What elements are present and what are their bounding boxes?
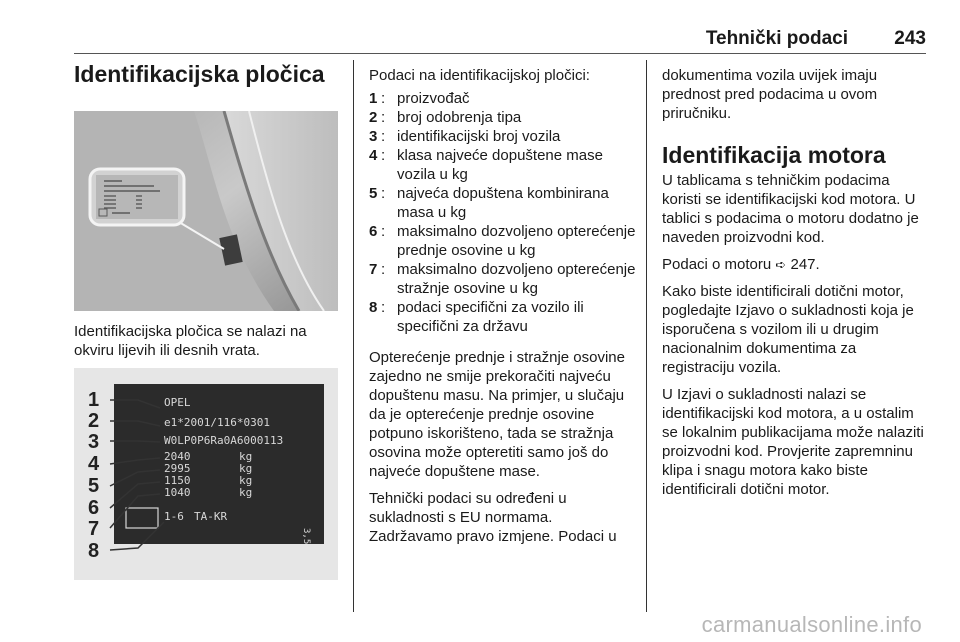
column-divider: [353, 60, 354, 612]
column-divider: [646, 60, 647, 612]
legend-item: 1 : proizvođač: [369, 90, 470, 107]
plate-unit: kg: [239, 474, 253, 487]
legend-item: 3 : identifikacijski broj vozila: [369, 128, 561, 145]
plate-line-1: OPEL: [164, 396, 191, 409]
page-reference-icon: ➪: [775, 257, 787, 272]
plate-line-5: 2995: [164, 462, 191, 475]
door-frame-photo: [74, 111, 338, 311]
plate-unit: kg: [239, 450, 253, 463]
door-frame-illustration: [74, 111, 338, 311]
callout-8: 8: [88, 540, 100, 562]
id-plate-illustration: [74, 368, 338, 580]
engine-data-reference: Podaci o motoru ➪ 247.: [662, 256, 820, 273]
section-heading: Identifikacijska pločica: [74, 61, 325, 87]
legend-item: 5 : najveća dopuštena kombinirana masa u kg: [369, 185, 609, 221]
legend-intro: Podaci na identifikacijskoj pločici:: [369, 67, 590, 84]
plate-line-8b: TA-KR: [194, 510, 228, 523]
callout-5: 5: [88, 475, 100, 497]
axle-load-paragraph: Opterećenje prednje i stražnje osovine zajedno ne smije prekoračiti najveću dopuštenu masu. Na primjer, u slučaju da je opterećenje prednje osovine potpuno iskorišteno, tada se stražnja osovina može opteretiti samo još do najveće dopuštene mase.: [369, 349, 625, 480]
header-rule: [74, 53, 926, 54]
page-number: 243: [894, 28, 926, 49]
plate-line-4: 2040: [164, 450, 191, 463]
column-2: [369, 66, 637, 554]
page-reference-link[interactable]: 247.: [790, 256, 820, 273]
eu-norms-paragraph: Tehnički podaci su određeni u sukladnosti s EU normama. Zadržavamo pravo izmjene. Podaci u: [369, 490, 617, 545]
continued-paragraph: dokumentima vozila uvijek imaju prednost pred podacima u ovom priručniku.: [662, 67, 878, 122]
column-3: [662, 66, 930, 507]
callout-4: 4: [88, 453, 100, 475]
plate-unit: kg: [239, 486, 253, 499]
callout-2: 2: [88, 410, 100, 432]
engine-id-heading: Identifikacija motora: [662, 142, 886, 168]
plate-line-6: 1150: [164, 474, 191, 487]
legend-item: 6 : maksimalno dozvoljeno opterećenje prednje osovine u kg: [369, 223, 636, 259]
engine-id-paragraph-4: U Izjavi o sukladnosti nalazi se identifikacijski kod motora, a u ostalim se lokalnim publikacijama može nalaziti proizvodni kod. Provjerite zapremninu klipa i snagu motora kako biste identificirali dotični motor.: [662, 386, 924, 498]
legend-list: [369, 89, 637, 336]
plate-side-mark: 3,5: [301, 528, 311, 545]
photo-caption: Identifikacijska pločica se nalazi na okviru lijevih ili desnih vrata.: [74, 323, 307, 359]
legend-item: 2 : broj odobrenja tipa: [369, 109, 522, 126]
column-1: [74, 60, 342, 88]
legend-item: 8 : podaci specifični za vozilo ili specifični za državu: [369, 299, 584, 335]
plate-line-2: e1*2001/116*0301: [164, 416, 270, 429]
engine-id-paragraph-3: Kako biste identificirali dotični motor, pogledajte Izjavo o sukladnosti koja je isporučena s vozilom ili u drugim nacionalnim dokumentima za registraciju vozila.: [662, 283, 914, 376]
plate-line-7: 1040: [164, 486, 191, 499]
id-plate-photo: [74, 368, 338, 580]
legend-item: 7 : maksimalno dozvoljeno opterećenje stražnje osovine u kg: [369, 261, 636, 297]
plate-line-8a: 1-6: [164, 510, 184, 523]
callout-1: 1: [88, 389, 100, 411]
callout-7: 7: [88, 518, 100, 540]
plate-line-3: W0LP0P6Ra0A6000113: [164, 434, 284, 447]
plate-unit: kg: [239, 462, 253, 475]
callout-3: 3: [88, 431, 100, 453]
legend-item: 4 : klasa najveće dopuštene mase vozila u kg: [369, 147, 603, 183]
watermark: carmanualsonline.info: [701, 612, 922, 637]
callout-6: 6: [88, 497, 100, 519]
engine-id-paragraph-1: U tablicama s tehničkim podacima koristi se identifikacijski kod motora. U tablici s podacima o motoru dodatno je naveden proizvodni kod.: [662, 172, 919, 246]
page-header: [74, 28, 926, 52]
section-title: Tehnički podaci: [705, 28, 848, 49]
